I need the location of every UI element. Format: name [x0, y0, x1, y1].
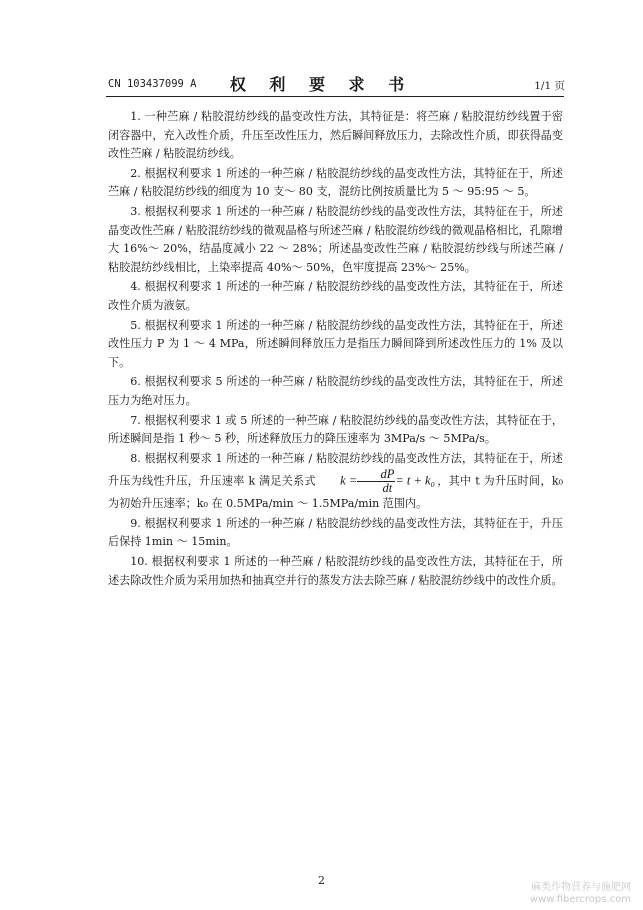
claims-body [108, 108, 563, 591]
formula-rhs: = t + k₀ [395, 473, 435, 488]
document-title: 权 利 要 求 书 [229, 75, 414, 94]
page-number: 2 [318, 874, 325, 887]
watermark-url: www.fibercrops.com [529, 894, 631, 905]
claim-2: 2. 根据权利要求 1 所述的一种苎麻 / 粘胶混纺纱线的晶变改性方法，其特征在于，所述苎麻 / 粘胶混纺纱线的细度为 10 支～ 80 支，混纺比例按质量比为 5 ～ 95:95 ～ 5。 [108, 166, 563, 199]
header-divider [106, 96, 564, 97]
fraction-numerator: dP [357, 468, 395, 482]
patent-number: CN 103437099 A [108, 78, 197, 90]
watermark [530, 882, 631, 906]
claim-3: 3. 根据权利要求 1 所述的一种苎麻 / 粘胶混纺纱线的晶变改性方法，其特征在于，所述晶变改性苎麻 / 粘胶混纺纱线的微观晶格与所述苎麻 / 粘胶混纺纱线的微观晶格相比，孔隙增大 16%～ 20%，结晶度减小 22 ～ 28%；所述晶变改性苎麻 / 粘胶混纺纱线与所述苎麻 / 粘胶混纺纱线相比，上染率提高 40%～ 50%，色牢度提高 23%～ 25%。 [108, 204, 563, 274]
rate-formula [318, 468, 435, 495]
derivative-fraction [357, 468, 395, 495]
claim-8-text-end: ，其中 t 为升压时间，k₀ 为初始升压速率；k₀ 在 0.5MPa/min ～ 1.5MPa/min 范围内。 [108, 474, 563, 511]
page-indicator: 1/1 页 [534, 80, 565, 92]
claim-10: 10. 根据权利要求 1 所述的一种苎麻 / 粘胶混纺纱线的晶变改性方法，其特征在于，所述去除改性介质为采用加热和抽真空并行的蒸发方法去除苎麻 / 粘胶混纺纱线中的改性介质。 [108, 555, 563, 587]
claim-8-text-start: 8. 根据权利要求 1 所述的一种苎麻 / 粘胶混纺纱线的晶变改性方法，其特征在于，所述升压为线性升压，升压速率 k 满足关系式 [108, 451, 563, 488]
watermark-site-name: 麻类作物营养与施肥网 [531, 882, 631, 893]
claim-9: 9. 根据权利要求 1 所述的一种苎麻 / 粘胶混纺纱线的晶变改性方法，其特征在于，升压后保持 1min ～ 15min。 [108, 516, 563, 549]
fraction-denominator: dt [382, 481, 393, 496]
claim-8 [108, 450, 563, 514]
claim-4: 4. 根据权利要求 1 所述的一种苎麻 / 粘胶混纺纱线的晶变改性方法，其特征在于，所述改性介质为液氨。 [108, 280, 563, 312]
formula-lhs: k = [340, 473, 358, 488]
claim-5: 5. 根据权利要求 1 所述的一种苎麻 / 粘胶混纺纱线的晶变改性方法，其特征在于，所述改性压力 P 为 1 ～ 4 MPa，所述瞬间释放压力是指压力瞬间降到所述改性压力的 1% 及以下。 [108, 318, 563, 369]
claim-7: 7. 根据权利要求 1 或 5 所述的一种苎麻 / 粘胶混纺纱线的晶变改性方法，其特征在于，所述瞬间是指 1 秒～ 5 秒，所述释放压力的降压速率为 3MPa/s ～ 5MPa/s。 [108, 413, 563, 446]
claim-6: 6. 根据权利要求 5 所述的一种苎麻 / 粘胶混纺纱线的晶变改性方法，其特征在于，所述压力为绝对压力。 [108, 375, 563, 407]
claim-1: 1. 一种苎麻 / 粘胶混纺纱线的晶变改性方法，其特征是：将苎麻 / 粘胶混纺纱线置于密闭容器中，充入改性介质，升压至改性压力，然后瞬间释放压力，去除改性介质，即获得晶变改性苎麻 / 粘胶混纺纱线。 [108, 110, 563, 161]
